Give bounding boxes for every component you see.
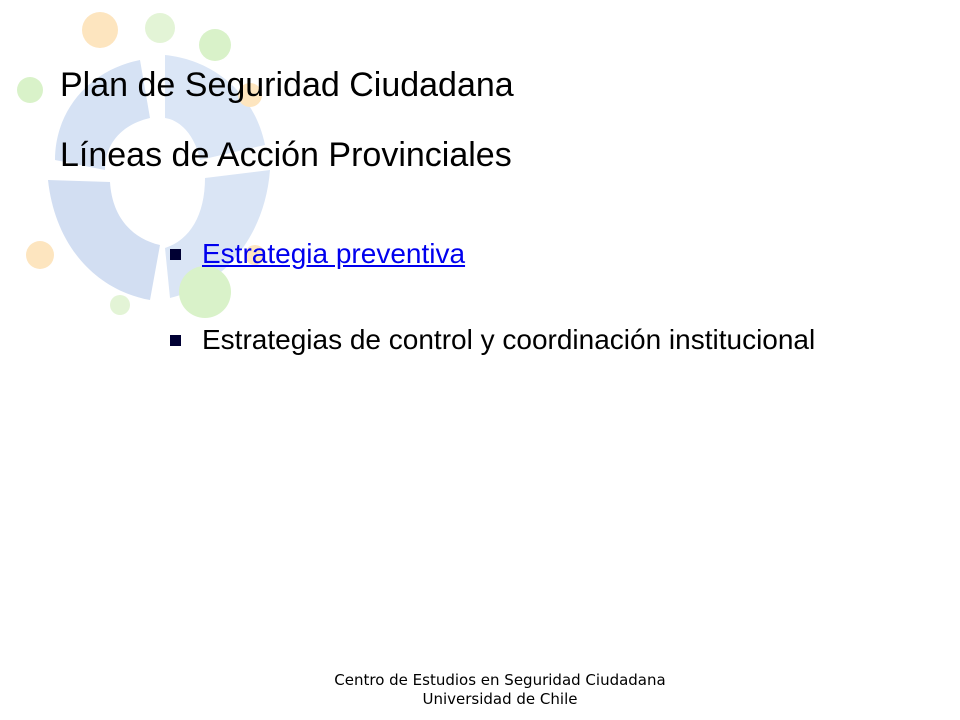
bullet-item <box>168 322 888 358</box>
slide-title-line-2: Líneas de Acción Provinciales <box>60 136 512 174</box>
square-bullet-icon <box>170 335 181 346</box>
footer-organization: Centro de Estudios en Seguridad Ciudadana <box>334 671 666 689</box>
square-bullet-icon <box>170 249 181 260</box>
footer <box>200 671 800 709</box>
bullet-list <box>168 236 888 358</box>
bullet-text: Estrategias de control y coordinación institucional <box>202 324 816 355</box>
bullet-item <box>168 236 888 272</box>
footer-university: Universidad de Chile <box>422 690 578 708</box>
slide-title-line-1: Plan de Seguridad Ciudadana <box>60 66 514 104</box>
estrategia-preventiva-link[interactable]: Estrategia preventiva <box>202 238 466 269</box>
